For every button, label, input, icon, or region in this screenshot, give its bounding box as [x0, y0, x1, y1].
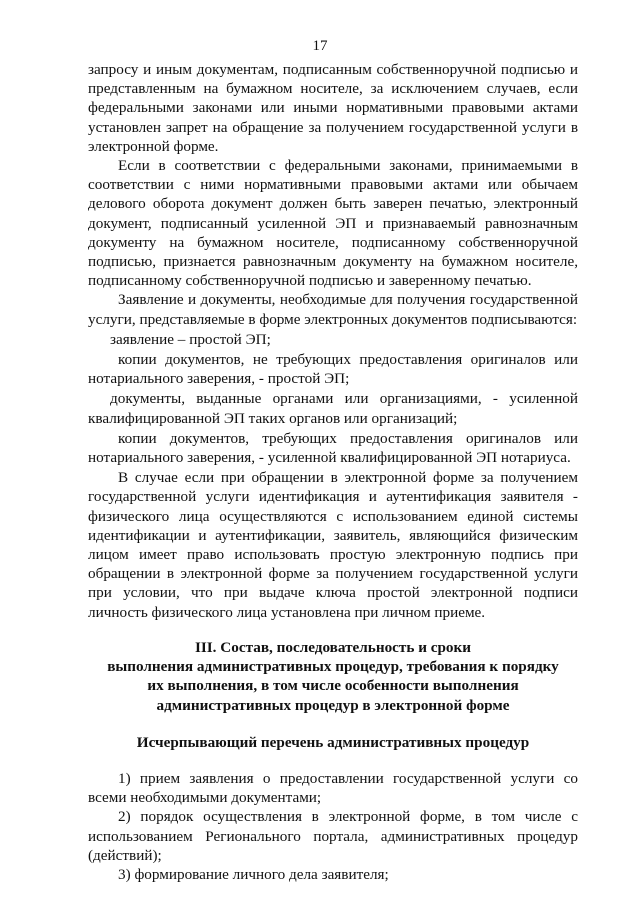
signing-item-application: заявление – простой ЭП; [110, 330, 271, 348]
signing-item-copies-simple: копии документов, не требующих предоставления оригиналов или нотариального заверения, - простой ЭП; [88, 351, 578, 388]
paragraph-signing-intro: Заявление и документы, необходимые для получения государственной услуги, представляемые в форме электронных документов подписываются: [88, 291, 578, 328]
section-title-line: административных процедур в электронной форме [156, 696, 510, 714]
procedure-list-item: 2) порядок осуществления в электронной форме, в том числе с использованием Регионального портала, административных процедур (действий); [88, 808, 578, 864]
signing-item-copies-notary: копии документов, требующих предоставления оригиналов или нотариального заверения, - усиленной квалифицированной ЭП нотариуса. [88, 429, 578, 467]
section-title [88, 638, 578, 715]
paragraph-continuation: запросу и иным документам, подписанным собственноручной подписью и представленным на бумажном носителе, за исключением случаев, если федеральными законами или иными нормативными правовыми актами установлен запрет на обращение за получением государственной услуги в электронной форме. [88, 61, 578, 155]
section-title-line: их выполнения, в том числе особенности выполнения [147, 677, 519, 695]
paragraph-identification: В случае если при обращении в электронной форме за получением государственной услуги идентификация и аутентификация заявителя - физического лица осуществляются с использованием единой системы идентификации и аутентификации, заявитель, являющийся физическим лицом имеет право использовать простую электронную подпись при обращении в электронной форме за получением государственной услуги при условии, что при выдаче ключа простой электронной подписи личность физического лица установлена при личном приеме. [88, 469, 578, 621]
signing-item-issued-documents: документы, выданные органами или организациями, - усиленной квалифицированной ЭП таких органов или организаций; [88, 390, 578, 427]
procedure-list-item: 3) формирование личного дела заявителя; [118, 865, 389, 883]
procedure-list-item: 1) прием заявления о предоставлении государственной услуги со всеми необходимыми документами; [88, 769, 578, 807]
paragraph-seal-equivalence: Если в соответствии с федеральными законами, принимаемыми в соответствии с ними нормативными правовыми актами или обычаем делового оборота документ должен быть заверен печатью, электронный документ, подписанный усиленной ЭП и признаваемый равнозначным документу на бумажном носителе, подписанному собственноручной подписью, признается равнозначным документу на бумажном носителе, подписанному собственноручной подписью и заверенному печатью. [88, 157, 578, 290]
page-number: 17 [312, 38, 328, 54]
section-title-line: III. Состав, последовательность и сроки [194, 638, 472, 656]
subsection-title: Исчерпывающий перечень административных процедур [136, 733, 530, 751]
document-body [88, 60, 578, 884]
section-title-line: выполнения административных процедур, требования к порядку [107, 658, 559, 676]
